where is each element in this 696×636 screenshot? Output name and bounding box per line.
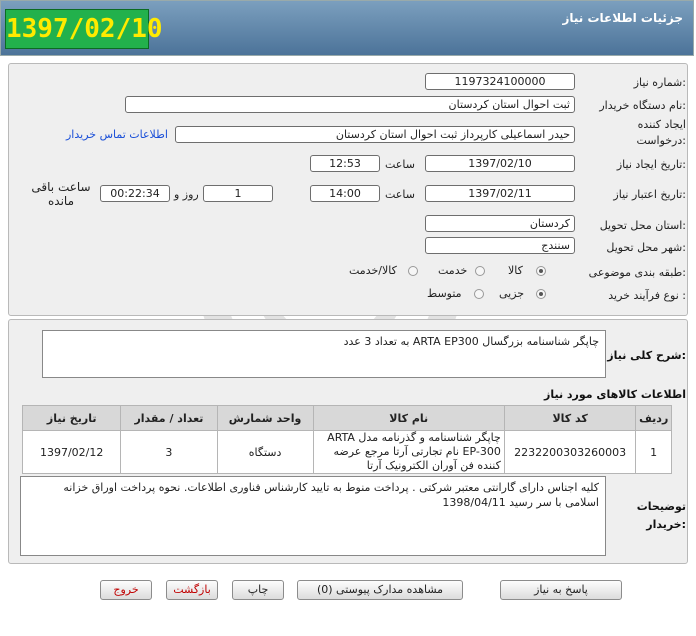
buyer-notes-label-1: توضیحات bbox=[636, 500, 686, 513]
col-item-name: نام کالا bbox=[313, 406, 504, 431]
category-goods-service-label: کالا/خدمت bbox=[349, 264, 397, 277]
category-label: طبقه بندی موضوعی: bbox=[588, 266, 686, 279]
col-need-date: تاریخ نیاز bbox=[23, 406, 121, 431]
category-goods-label: کالا bbox=[508, 264, 523, 277]
table-row bbox=[23, 431, 672, 474]
buyer-org-field: ثبت احوال استان کردستان bbox=[125, 96, 575, 113]
purchase-minor-label: جزیی bbox=[499, 287, 525, 300]
province-field: کردستان bbox=[425, 215, 575, 232]
cell-item-code: 2232200303260003 bbox=[504, 431, 636, 474]
summary-label: شرح کلی نیاز: bbox=[607, 349, 686, 362]
category-service-label: خدمت bbox=[438, 264, 468, 277]
cell-quantity: 3 bbox=[121, 431, 217, 474]
reply-button[interactable]: پاسخ به نیاز bbox=[500, 580, 622, 600]
remaining-days-field: 1 bbox=[203, 185, 273, 202]
city-label: شهر محل تحویل: bbox=[606, 241, 686, 254]
print-button[interactable]: چاپ bbox=[232, 580, 284, 600]
date-banner: 1397/02/10 bbox=[5, 9, 149, 49]
goods-section-title: اطلاعات کالاهای مورد نیاز bbox=[544, 388, 686, 401]
buyer-contact-link[interactable]: اطلاعات تماس خریدار bbox=[66, 128, 168, 141]
purchase-radio-medium[interactable] bbox=[474, 289, 484, 299]
days-label: روز و bbox=[174, 188, 199, 201]
col-unit: واحد شمارش bbox=[217, 406, 313, 431]
cell-need-date: 1397/02/12 bbox=[23, 431, 121, 474]
exit-button[interactable]: خروج bbox=[100, 580, 152, 600]
purchase-type-label: نوع فرآیند خرید : bbox=[608, 289, 686, 302]
remaining-label: ساعت باقی مانده bbox=[31, 180, 91, 208]
cell-unit: دستگاه bbox=[217, 431, 313, 474]
creator-label-1: ایجاد کننده bbox=[637, 118, 686, 131]
col-row: ردیف bbox=[636, 406, 672, 431]
cell-item-name: چاپگر شناسنامه و گذرنامه مدل ARTA EP-300 نام تجارتی آرتا مرجع عرضه کننده فن آوران الکترونیک آرتا bbox=[313, 431, 504, 474]
purchase-medium-label: متوسط bbox=[427, 287, 462, 300]
city-field: سنندج bbox=[425, 237, 575, 254]
validity-time-label: ساعت bbox=[385, 188, 415, 201]
col-item-code: کد کالا bbox=[504, 406, 636, 431]
goods-table bbox=[22, 405, 672, 474]
summary-box: چاپگر شناسنامه بزرگسال ARTA EP300 به تعداد 3 عدد bbox=[42, 330, 606, 378]
goods-table-header bbox=[23, 406, 672, 431]
creator-label-2: درخواست: bbox=[636, 134, 686, 147]
creator-field: حیدر اسماعیلی کارپرداز ثبت احوال استان کردستان bbox=[175, 126, 575, 143]
col-quantity: تعداد / مقدار bbox=[121, 406, 217, 431]
category-radio-goods[interactable] bbox=[536, 266, 546, 276]
category-radio-service[interactable] bbox=[475, 266, 485, 276]
validity-date-field: 1397/02/11 bbox=[425, 185, 575, 202]
remaining-time-field: 00:22:34 bbox=[100, 185, 170, 202]
announce-date-label: تاریخ ایجاد نیاز: bbox=[616, 158, 686, 171]
announce-time-field: 12:53 bbox=[310, 155, 380, 172]
category-radio-goods-service[interactable] bbox=[408, 266, 418, 276]
purchase-radio-minor[interactable] bbox=[536, 289, 546, 299]
cell-row-number: 1 bbox=[636, 431, 672, 474]
announce-time-label: ساعت bbox=[385, 158, 415, 171]
attachments-button[interactable]: مشاهده مدارک پیوستی (0) bbox=[297, 580, 463, 600]
province-label: استان محل تحویل: bbox=[599, 219, 686, 232]
need-number-label: شماره نیاز: bbox=[633, 76, 686, 89]
page-header bbox=[0, 0, 694, 56]
buyer-org-label: نام دستگاه خریدار: bbox=[599, 99, 686, 112]
validity-time-field: 14:00 bbox=[310, 185, 380, 202]
need-number-field: 1197324100000 bbox=[425, 73, 575, 90]
buyer-notes-box: کلیه اجناس دارای گارانتی معتبر شرکتی . پرداخت منوط به تایید کارشناس فناوری اطلاعات. نحوه پرداخت اوراق خزانه اسلامی با سر رسید 1398/04/11 bbox=[20, 476, 606, 556]
buyer-notes-label-2: خریدار: bbox=[646, 518, 686, 531]
announce-date-field: 1397/02/10 bbox=[425, 155, 575, 172]
back-button[interactable]: بازگشت bbox=[166, 580, 218, 600]
page-title: جزئیات اطلاعات نیاز bbox=[562, 11, 683, 25]
validity-date-label: تاریخ اعتبار نیاز: bbox=[613, 188, 686, 201]
